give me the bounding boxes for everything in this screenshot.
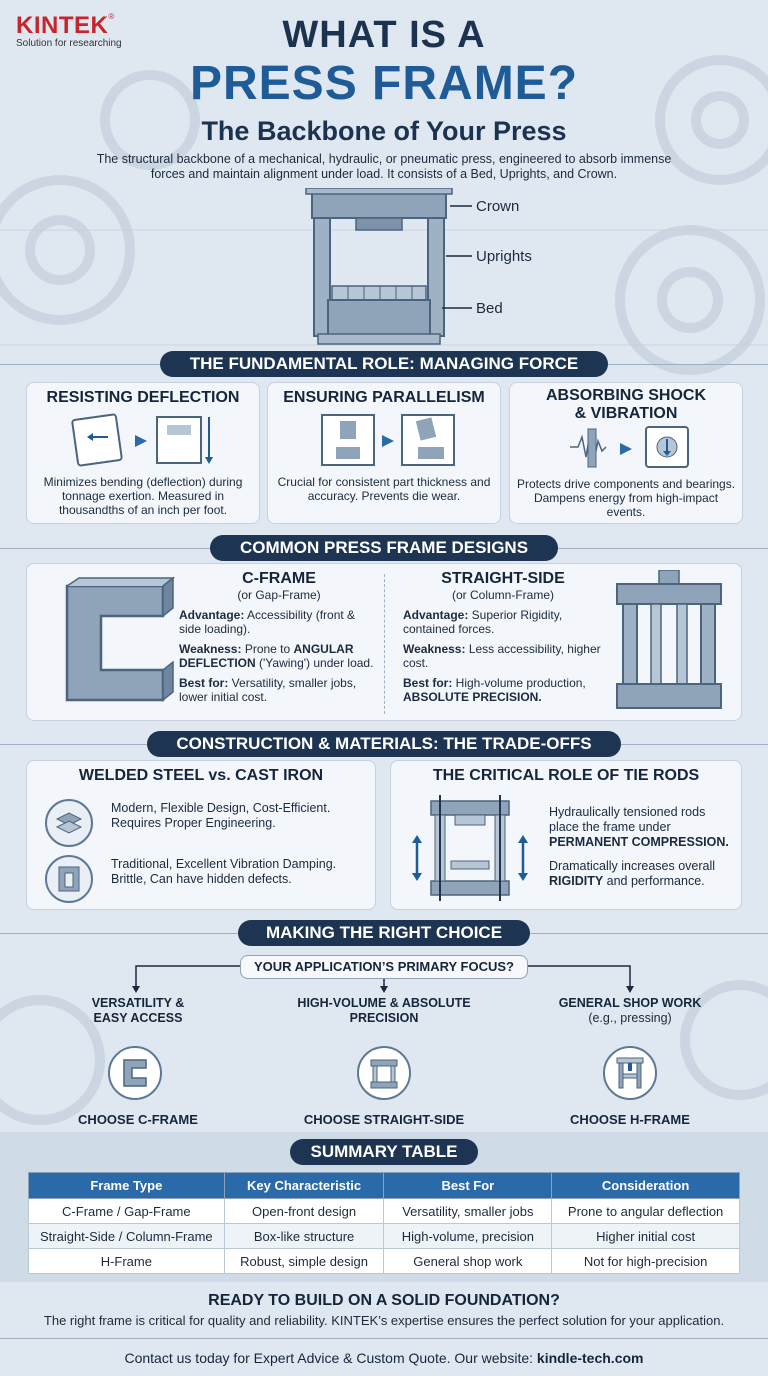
c-frame-subtitle: (or Gap-Frame) bbox=[237, 588, 321, 602]
title-line-2: PRESS FRAME? bbox=[189, 57, 579, 110]
role-card-text: Minimizes bending (deflection) during tonnage exertion. Measured in thousandths of an inch per foot. bbox=[43, 475, 243, 517]
table-row bbox=[29, 1199, 740, 1224]
choose-c-frame: CHOOSE C-FRAME bbox=[78, 1112, 198, 1127]
c-frame-title: C-FRAME bbox=[242, 570, 316, 587]
choice-option-straight-side bbox=[292, 996, 476, 1026]
table-row bbox=[29, 1249, 740, 1274]
column-header: Key Characteristic bbox=[224, 1173, 384, 1199]
cta-text: The right frame is critical for quality and reliability. KINTEK’s expertise ensures the perfect solution for your application. bbox=[43, 1313, 725, 1328]
table-row bbox=[29, 1224, 740, 1249]
table-cell: High-volume, precision bbox=[384, 1224, 552, 1249]
title-line-3: The Backbone of Your Press bbox=[201, 116, 567, 146]
role-heading: THE FUNDAMENTAL ROLE: MANAGING FORCE bbox=[160, 351, 608, 377]
choice-option-heading: HIGH-VOLUME & ABSOLUTE PRECISION bbox=[297, 996, 471, 1025]
tie-rods-text-1: Hydraulically tensioned rods place the frame under PERMANENT COMPRESSION. bbox=[549, 805, 729, 849]
choice-option-heading: GENERAL SHOP WORK bbox=[558, 996, 702, 1010]
straight-side-weakness: Weakness: Less accessibility, higher cost. bbox=[403, 642, 601, 670]
column-header: Frame Type bbox=[29, 1173, 225, 1199]
choice-option-subheading: (e.g., pressing) bbox=[588, 1011, 672, 1025]
choose-straight-side: CHOOSE STRAIGHT-SIDE bbox=[303, 1112, 465, 1127]
table-cell: Higher initial cost bbox=[552, 1224, 740, 1249]
choice-option-heading: VERSATILITY & EASY ACCESS bbox=[91, 996, 185, 1025]
tie-rods-icon bbox=[405, 791, 535, 907]
straight-side-subtitle: (or Column-Frame) bbox=[451, 588, 554, 602]
press-frame-illustration bbox=[300, 188, 480, 348]
label-crown: Crown bbox=[476, 198, 520, 215]
construction-heading: CONSTRUCTION & MATERIALS: THE TRADE-OFFS bbox=[147, 731, 621, 757]
straight-side-title: STRAIGHT-SIDE bbox=[441, 570, 565, 587]
role-card-parallelism bbox=[267, 382, 501, 524]
role-card-deflection bbox=[26, 382, 260, 524]
table-cell: H-Frame bbox=[29, 1249, 225, 1274]
role-card-title: ENSURING PARALLELISM bbox=[283, 389, 485, 406]
summary-header-row bbox=[29, 1173, 740, 1199]
brand-name: KINTEK bbox=[16, 12, 109, 39]
summary-heading: SUMMARY TABLE bbox=[290, 1139, 478, 1165]
summary-table-wrap bbox=[28, 1172, 740, 1274]
website-link[interactable]: kindle-tech.com bbox=[536, 1350, 644, 1366]
column-header: Best For bbox=[384, 1173, 552, 1199]
deflection-icon bbox=[53, 411, 233, 467]
table-cell: Open-front design bbox=[224, 1199, 384, 1224]
cta-heading: READY TO BUILD ON A SOLID FOUNDATION? bbox=[208, 1292, 560, 1309]
c-frame-best-for: Best for: Versatility, smaller jobs, lower initial cost. bbox=[179, 676, 357, 704]
title-line-1: WHAT IS A bbox=[282, 14, 486, 56]
parallelism-icon bbox=[294, 411, 474, 467]
materials-card bbox=[26, 760, 376, 910]
table-cell: Not for high-precision bbox=[552, 1249, 740, 1274]
table-cell: Box-like structure bbox=[224, 1224, 384, 1249]
tie-rods-text-2: Dramatically increases overall RIGIDITY and performance. bbox=[549, 859, 716, 888]
c-frame-advantage: Advantage: Accessibility (front & side loading). bbox=[179, 608, 356, 636]
summary-table bbox=[28, 1172, 740, 1274]
cast-iron-icon bbox=[45, 855, 93, 903]
table-cell: Versatility, smaller jobs bbox=[384, 1199, 552, 1224]
straight-side-frame-icon bbox=[611, 570, 731, 716]
table-cell: Robust, simple design bbox=[224, 1249, 384, 1274]
shock-vibration-icon bbox=[536, 423, 716, 471]
designs-heading: COMMON PRESS FRAME DESIGNS bbox=[210, 535, 558, 561]
designs-separator bbox=[384, 574, 385, 714]
c-frame-icon bbox=[45, 576, 185, 710]
designs-card bbox=[26, 563, 742, 721]
table-cell: Straight-Side / Column-Frame bbox=[29, 1224, 225, 1249]
role-card-title: RESISTING DEFLECTION bbox=[46, 389, 240, 406]
table-cell: Prone to angular deflection bbox=[552, 1199, 740, 1224]
footer-divider bbox=[0, 1338, 768, 1339]
role-card-text: Crucial for consistent part thickness and accuracy. Prevents die wear. bbox=[277, 475, 491, 503]
table-cell: C-Frame / Gap-Frame bbox=[29, 1199, 225, 1224]
column-header: Consideration bbox=[552, 1173, 740, 1199]
choice-heading: MAKING THE RIGHT CHOICE bbox=[238, 920, 530, 946]
choose-h-frame: CHOOSE H-FRAME bbox=[570, 1112, 690, 1127]
c-frame-choice-icon bbox=[108, 1046, 162, 1100]
welded-steel-text: Modern, Flexible Design, Cost-Efficient. Requires Proper Engineering. bbox=[111, 801, 331, 830]
intro-text: The structural backbone of a mechanical, hydraulic, or pneumatic press, engineered to absorb immense forces and maintain alignment under load. It consists of a Bed, Uprights, and Crown. bbox=[96, 152, 672, 181]
c-frame-weakness: Weakness: Prone to ANGULAR DEFLECTION ('Yawing') under load. bbox=[179, 642, 374, 670]
role-card-shock bbox=[509, 382, 743, 524]
choice-option-h-frame bbox=[548, 996, 712, 1025]
role-card-text: Protects drive components and bearings. Dampens energy from high-impact events. bbox=[516, 477, 736, 519]
table-cell: General shop work bbox=[384, 1249, 552, 1274]
contact-text: Contact us today for Expert Advice & Custom Quote. Our website: bbox=[124, 1350, 537, 1366]
contact-line bbox=[0, 1350, 768, 1366]
straight-side-info bbox=[403, 570, 603, 704]
role-card-title: ABSORBING SHOCK & VIBRATION bbox=[545, 387, 706, 422]
c-frame-info bbox=[179, 570, 379, 704]
straight-side-advantage: Advantage: Superior Rigidity, contained forces. bbox=[403, 608, 563, 636]
choice-option-c-frame bbox=[58, 996, 218, 1026]
cast-iron-text: Traditional, Excellent Vibration Damping. Brittle, Can have hidden defects. bbox=[111, 857, 337, 886]
welded-steel-icon bbox=[45, 799, 93, 847]
brand-tagline: Solution for researching bbox=[16, 38, 122, 49]
label-uprights: Uprights bbox=[476, 248, 532, 265]
h-frame-choice-icon bbox=[603, 1046, 657, 1100]
label-bed: Bed bbox=[476, 300, 503, 317]
tie-rods-card bbox=[390, 760, 742, 910]
focus-question: YOUR APPLICATION’S PRIMARY FOCUS? bbox=[240, 955, 528, 979]
straight-side-best-for: Best for: High-volume production, ABSOLUTE PRECISION. bbox=[403, 676, 586, 704]
tie-rods-title: THE CRITICAL ROLE OF TIE RODS bbox=[432, 767, 700, 784]
brand-registered-mark: ® bbox=[108, 12, 115, 21]
straight-side-choice-icon bbox=[357, 1046, 411, 1100]
materials-title: WELDED STEEL vs. CAST IRON bbox=[78, 767, 324, 784]
